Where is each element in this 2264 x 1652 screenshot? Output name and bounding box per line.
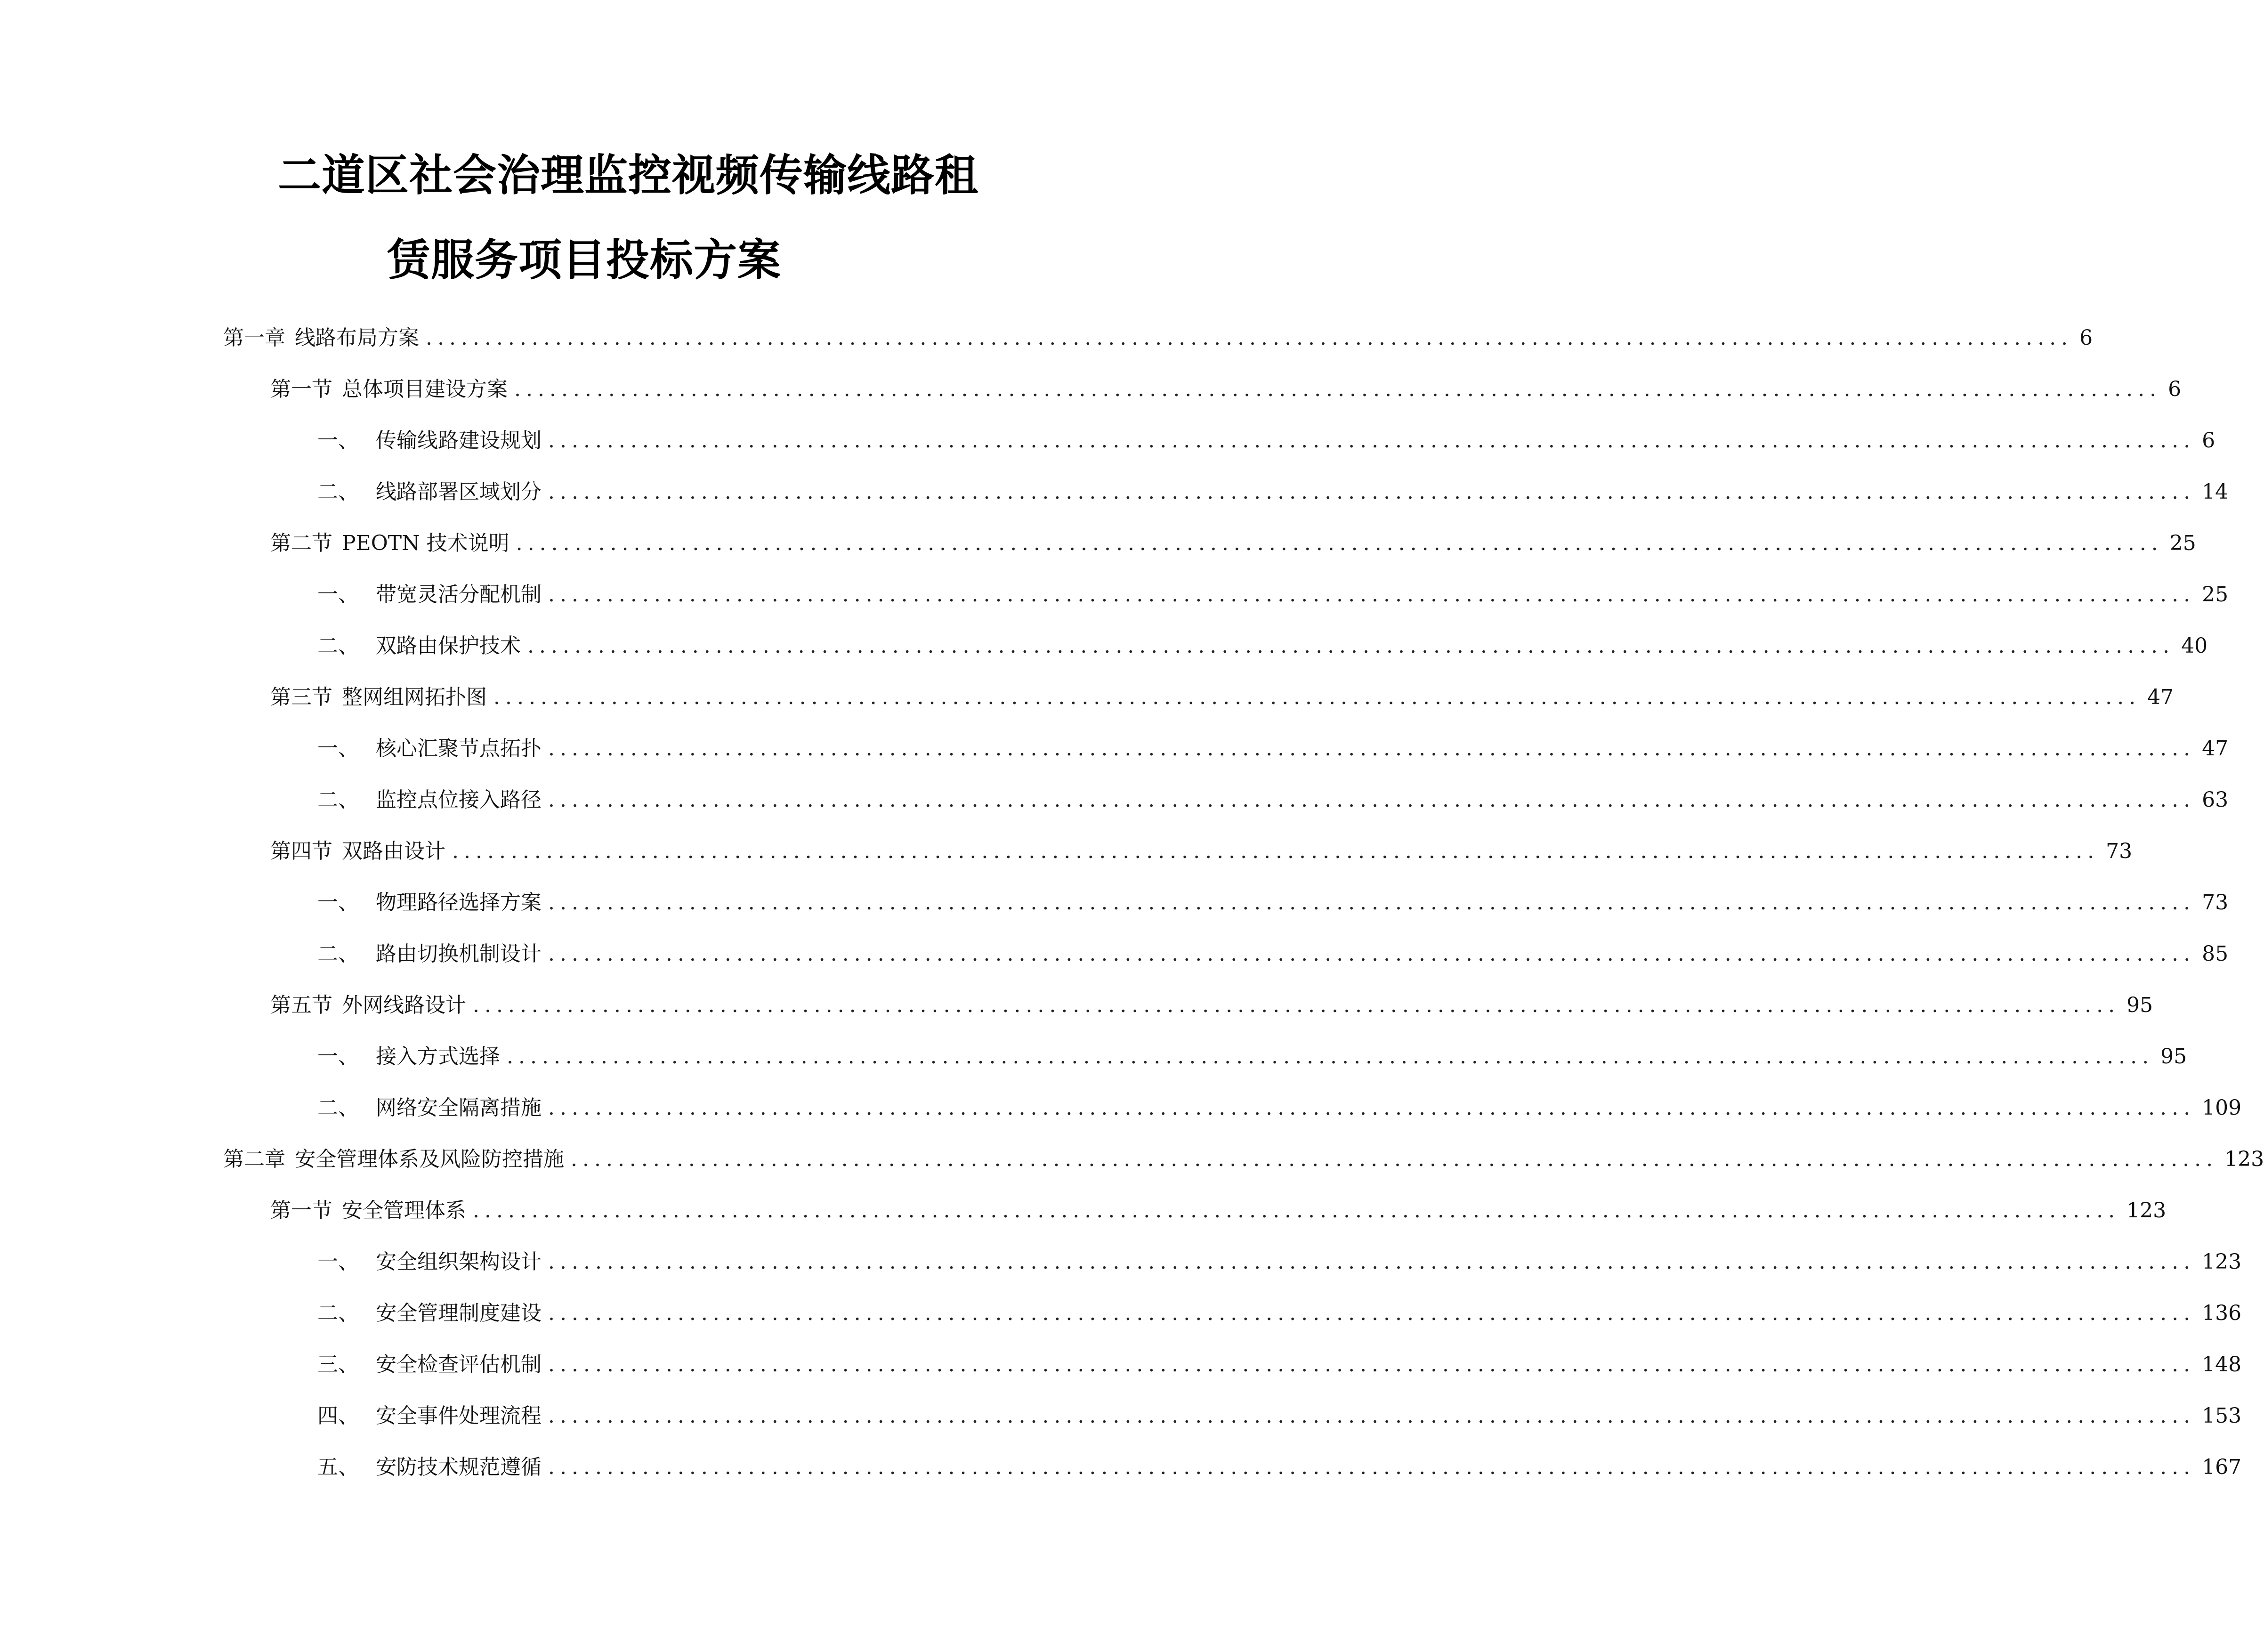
toc-entry-title: 监控点位接入路径	[376, 788, 542, 812]
toc-entry-page: 123	[2224, 1147, 2264, 1171]
toc-entry-title: 路由切换机制设计	[376, 942, 542, 966]
toc-entry[interactable]	[223, 323, 2093, 353]
toc-entry[interactable]	[317, 426, 2215, 456]
toc-entry-number: 第一章	[223, 326, 285, 350]
toc-dot-leader: ............................................................................................................................................	[548, 788, 2196, 812]
toc-entry-number: 二、	[317, 1096, 359, 1120]
toc-entry-page: 73	[2106, 839, 2133, 863]
toc-entry-page: 153	[2202, 1404, 2242, 1428]
toc-dot-leader: ............................................................................................................................................	[514, 377, 2162, 401]
toc-entry[interactable]	[317, 1298, 2242, 1328]
toc-entry-title: 总体项目建设方案	[342, 377, 508, 401]
toc-dot-leader: ............................................................................................................................................	[571, 1147, 2218, 1171]
toc-dot-leader: ............................................................................................................................................	[548, 583, 2196, 607]
toc-entry-number: 二、	[317, 942, 359, 966]
toc-entry-page: 25	[2202, 583, 2229, 607]
document-title-line-2: 赁服务项目投标方案	[387, 235, 782, 285]
toc-entry-title: 安全组织架构设计	[376, 1250, 542, 1274]
toc-entry-title: 安全事件处理流程	[376, 1404, 542, 1428]
toc-entry[interactable]	[317, 1401, 2242, 1431]
toc-entry[interactable]	[317, 631, 2208, 661]
toc-entry-page: 85	[2202, 942, 2229, 966]
toc-entry[interactable]	[270, 990, 2153, 1020]
toc-entry-title: 线路部署区域划分	[376, 480, 542, 504]
toc-dot-leader: ............................................................................................................................................	[426, 326, 2073, 350]
toc-entry-page: 95	[2160, 1045, 2187, 1069]
toc-dot-leader: ............................................................................................................................................	[548, 1352, 2196, 1377]
toc-entry-number: 一、	[317, 737, 359, 761]
toc-entry[interactable]	[317, 1247, 2242, 1277]
toc-entry[interactable]	[270, 682, 2174, 713]
toc-dot-leader: ............................................................................................................................................	[507, 1045, 2154, 1069]
toc-entry-page: 6	[2079, 326, 2093, 350]
toc-dot-leader: ............................................................................................................................................	[516, 531, 2163, 555]
toc-entry-number: 一、	[317, 583, 359, 607]
toc-entry-number: 二、	[317, 480, 359, 504]
toc-entry-number: 五、	[317, 1455, 359, 1479]
toc-entry-page: 25	[2169, 531, 2196, 555]
toc-entry-page: 167	[2202, 1455, 2242, 1479]
toc-entry-page: 14	[2202, 480, 2229, 504]
toc-dot-leader: ............................................................................................................................................	[452, 839, 2100, 863]
toc-entry-title: 外网线路设计	[342, 993, 466, 1017]
toc-entry-page: 123	[2202, 1250, 2242, 1274]
toc-entry-number: 一、	[317, 1250, 359, 1274]
toc-entry[interactable]	[223, 1144, 2264, 1174]
toc-entry-number: 一、	[317, 1045, 359, 1069]
toc-entry[interactable]	[317, 1042, 2187, 1072]
toc-entry-title: 安全检查评估机制	[376, 1352, 542, 1377]
toc-dot-leader: ............................................................................................................................................	[548, 891, 2196, 915]
toc-entry[interactable]	[317, 785, 2229, 815]
toc-entry[interactable]	[270, 374, 2182, 405]
toc-entry-title: PEOTN 技术说明	[342, 531, 509, 555]
toc-entry[interactable]	[270, 836, 2133, 866]
toc-entry[interactable]	[317, 888, 2229, 918]
toc-entry-page: 73	[2202, 891, 2229, 915]
toc-entry-number: 三、	[317, 1352, 359, 1377]
toc-entry-number: 二、	[317, 634, 359, 658]
toc-entry-title: 接入方式选择	[376, 1045, 500, 1069]
toc-entry-number: 二、	[317, 788, 359, 812]
toc-entry-title: 线路布局方案	[295, 326, 419, 350]
toc-entry-title: 整网组网拓扑图	[342, 685, 487, 709]
toc-dot-leader: ............................................................................................................................................	[548, 1250, 2196, 1274]
document-title-line-1: 二道区社会治理监控视频传输线路租	[278, 150, 979, 201]
toc-dot-leader: ............................................................................................................................................	[548, 1301, 2196, 1325]
toc-entry-title: 双路由保护技术	[376, 634, 521, 658]
toc-entry-page: 148	[2202, 1352, 2242, 1377]
toc-entry-number: 第二节	[270, 531, 332, 555]
toc-entry-page: 6	[2168, 377, 2182, 401]
toc-entry-number: 第三节	[270, 685, 332, 709]
toc-dot-leader: ............................................................................................................................................	[527, 634, 2175, 658]
toc-entry[interactable]	[317, 734, 2229, 764]
toc-entry-title: 网络安全隔离措施	[376, 1096, 542, 1120]
toc-dot-leader: ............................................................................................................................................	[473, 993, 2120, 1017]
toc-entry-number: 一、	[317, 429, 359, 453]
toc-entry-page: 63	[2202, 788, 2229, 812]
toc-entry-page: 47	[2202, 737, 2229, 761]
toc-entry[interactable]	[317, 477, 2229, 507]
toc-entry-title: 安全管理体系及风险防控措施	[295, 1147, 564, 1171]
toc-dot-leader: ............................................................................................................................................	[548, 480, 2196, 504]
toc-entry-title: 带宽灵活分配机制	[376, 583, 542, 607]
toc-entry-title: 传输线路建设规划	[376, 429, 542, 453]
toc-entry-page: 109	[2202, 1096, 2242, 1120]
toc-entry-title: 核心汇聚节点拓扑	[376, 737, 542, 761]
toc-entry[interactable]	[317, 939, 2229, 969]
toc-entry-number: 二、	[317, 1301, 359, 1325]
toc-entry[interactable]	[317, 1350, 2242, 1380]
toc-dot-leader: ............................................................................................................................................	[493, 685, 2141, 709]
toc-entry-number: 第二章	[223, 1147, 285, 1171]
toc-entry-number: 一、	[317, 891, 359, 915]
toc-entry-page: 123	[2127, 1199, 2167, 1223]
toc-dot-leader: ............................................................................................................................................	[548, 1455, 2196, 1479]
toc-entry-number: 第四节	[270, 839, 332, 863]
toc-entry[interactable]	[270, 528, 2196, 559]
toc-entry-number: 第一节	[270, 1199, 332, 1223]
toc-entry-title: 安防技术规范遵循	[376, 1455, 542, 1479]
toc-dot-leader: ............................................................................................................................................	[548, 1404, 2196, 1428]
toc-entry[interactable]	[317, 1093, 2242, 1123]
toc-dot-leader: ............................................................................................................................................	[548, 737, 2196, 761]
toc-entry-page: 136	[2202, 1301, 2242, 1325]
toc-entry-page: 6	[2202, 429, 2215, 453]
toc-entry[interactable]	[317, 1452, 2242, 1482]
toc-entry-title: 物理路径选择方案	[376, 891, 542, 915]
toc-dot-leader: ............................................................................................................................................	[548, 942, 2196, 966]
toc-entry-page: 47	[2147, 685, 2174, 709]
toc-entry[interactable]	[317, 580, 2229, 610]
toc-entry-page: 40	[2181, 634, 2208, 658]
toc-entry-number: 第一节	[270, 377, 332, 401]
toc-entry[interactable]	[270, 1196, 2167, 1226]
toc-dot-leader: ............................................................................................................................................	[548, 1096, 2196, 1120]
toc-entry-title: 安全管理体系	[342, 1199, 466, 1223]
toc-entry-number: 第五节	[270, 993, 332, 1017]
toc-entry-page: 95	[2127, 993, 2153, 1017]
toc-dot-leader: ............................................................................................................................................	[548, 429, 2196, 453]
toc-entry-title: 双路由设计	[342, 839, 445, 863]
toc-dot-leader: ............................................................................................................................................	[473, 1199, 2120, 1223]
toc-entry-title: 安全管理制度建设	[376, 1301, 542, 1325]
toc-entry-number: 四、	[317, 1404, 359, 1428]
